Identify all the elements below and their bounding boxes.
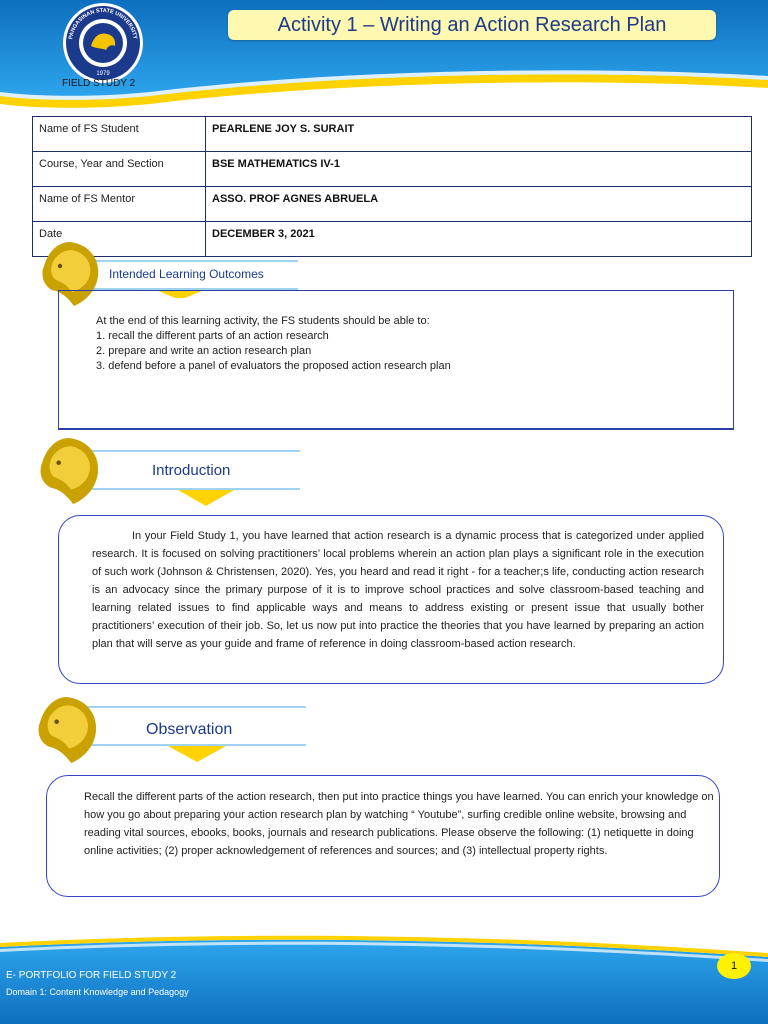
table-row	[33, 152, 752, 187]
page-number: 1	[717, 953, 751, 979]
introduction-text: In your Field Study 1, you have learned that action research is a dynamic process that is categorized under applied research. It is focused on solving practitioners’ local problems wherein an action plan plays a significant role in the execution of such work (Johnson & Christensen, 2020). Yes, you heard and read it right - for a teacher;s life, conducting action research is an advocacy since the primary purpose of it is to improve school practices and solve classroom-based teaching and learning related issues to find applicable ways and means to address existing or present issue that usually bother practitioners’ execution of their job. So, let us now put into practice the theories that you have learned by preparing an action plan that will serve as your guide and frame of reference in doing classroom-based action research.	[92, 530, 704, 650]
ilo-line: 1. recall the different parts of an action research	[96, 330, 329, 342]
table-row	[33, 117, 752, 152]
seal-text: PANGASINAN STATE UNIVERSITY	[68, 7, 138, 40]
introduction-title: Introduction	[152, 462, 231, 479]
footer-subtitle: Domain 1: Content Knowledge and Pedagogy	[6, 987, 189, 997]
table-row	[33, 187, 752, 222]
lion-head-icon	[36, 435, 102, 507]
page-title: Activity 1 – Writing an Action Research Plan	[277, 13, 667, 36]
table-label: Date	[33, 222, 206, 257]
ilo-title: Intended Learning Outcomes	[109, 267, 264, 281]
table-label: Name of FS Mentor	[33, 187, 206, 222]
lion-head-icon	[34, 694, 100, 766]
ilo-text	[96, 314, 451, 374]
table-value: BSE MATHEMATICS IV-1	[206, 152, 752, 187]
footer-title: E- PORTFOLIO FOR FIELD STUDY 2	[6, 970, 177, 981]
table-label: Name of FS Student	[33, 117, 206, 152]
observation-text: Recall the different parts of the action research, then put into practice things you have learned. You can enrich your knowledge on how you go about preparing your action research plan by watching “ Youtube”, surfing credible online website, browsing and reading vital sources, ebooks, books, journals and research publications. Please observe the following: (1) netiquette in doing online activities; (2) proper acknowledgement of references and sources; and (3) intellectual property rights.	[84, 791, 714, 857]
table-row	[33, 222, 752, 257]
seal-year: 1979	[96, 71, 110, 77]
logo-caption: FIELD STUDY 2	[62, 78, 136, 89]
university-seal-icon	[62, 2, 144, 84]
student-info-table	[32, 116, 752, 257]
observation-title: Observation	[146, 721, 233, 738]
table-value: ASSO. PROF AGNES ABRUELA	[206, 187, 752, 222]
ilo-line: 2. prepare and write an action research plan	[96, 345, 312, 357]
title-box	[228, 10, 716, 40]
ilo-line: 3. defend before a panel of evaluators the proposed action research plan	[96, 360, 451, 372]
table-value: DECEMBER 3, 2021	[206, 222, 752, 257]
ilo-line: At the end of this learning activity, the FS students should be able to:	[96, 315, 430, 327]
table-value: PEARLENE JOY S. SURAIT	[206, 117, 752, 152]
table-label: Course, Year and Section	[33, 152, 206, 187]
